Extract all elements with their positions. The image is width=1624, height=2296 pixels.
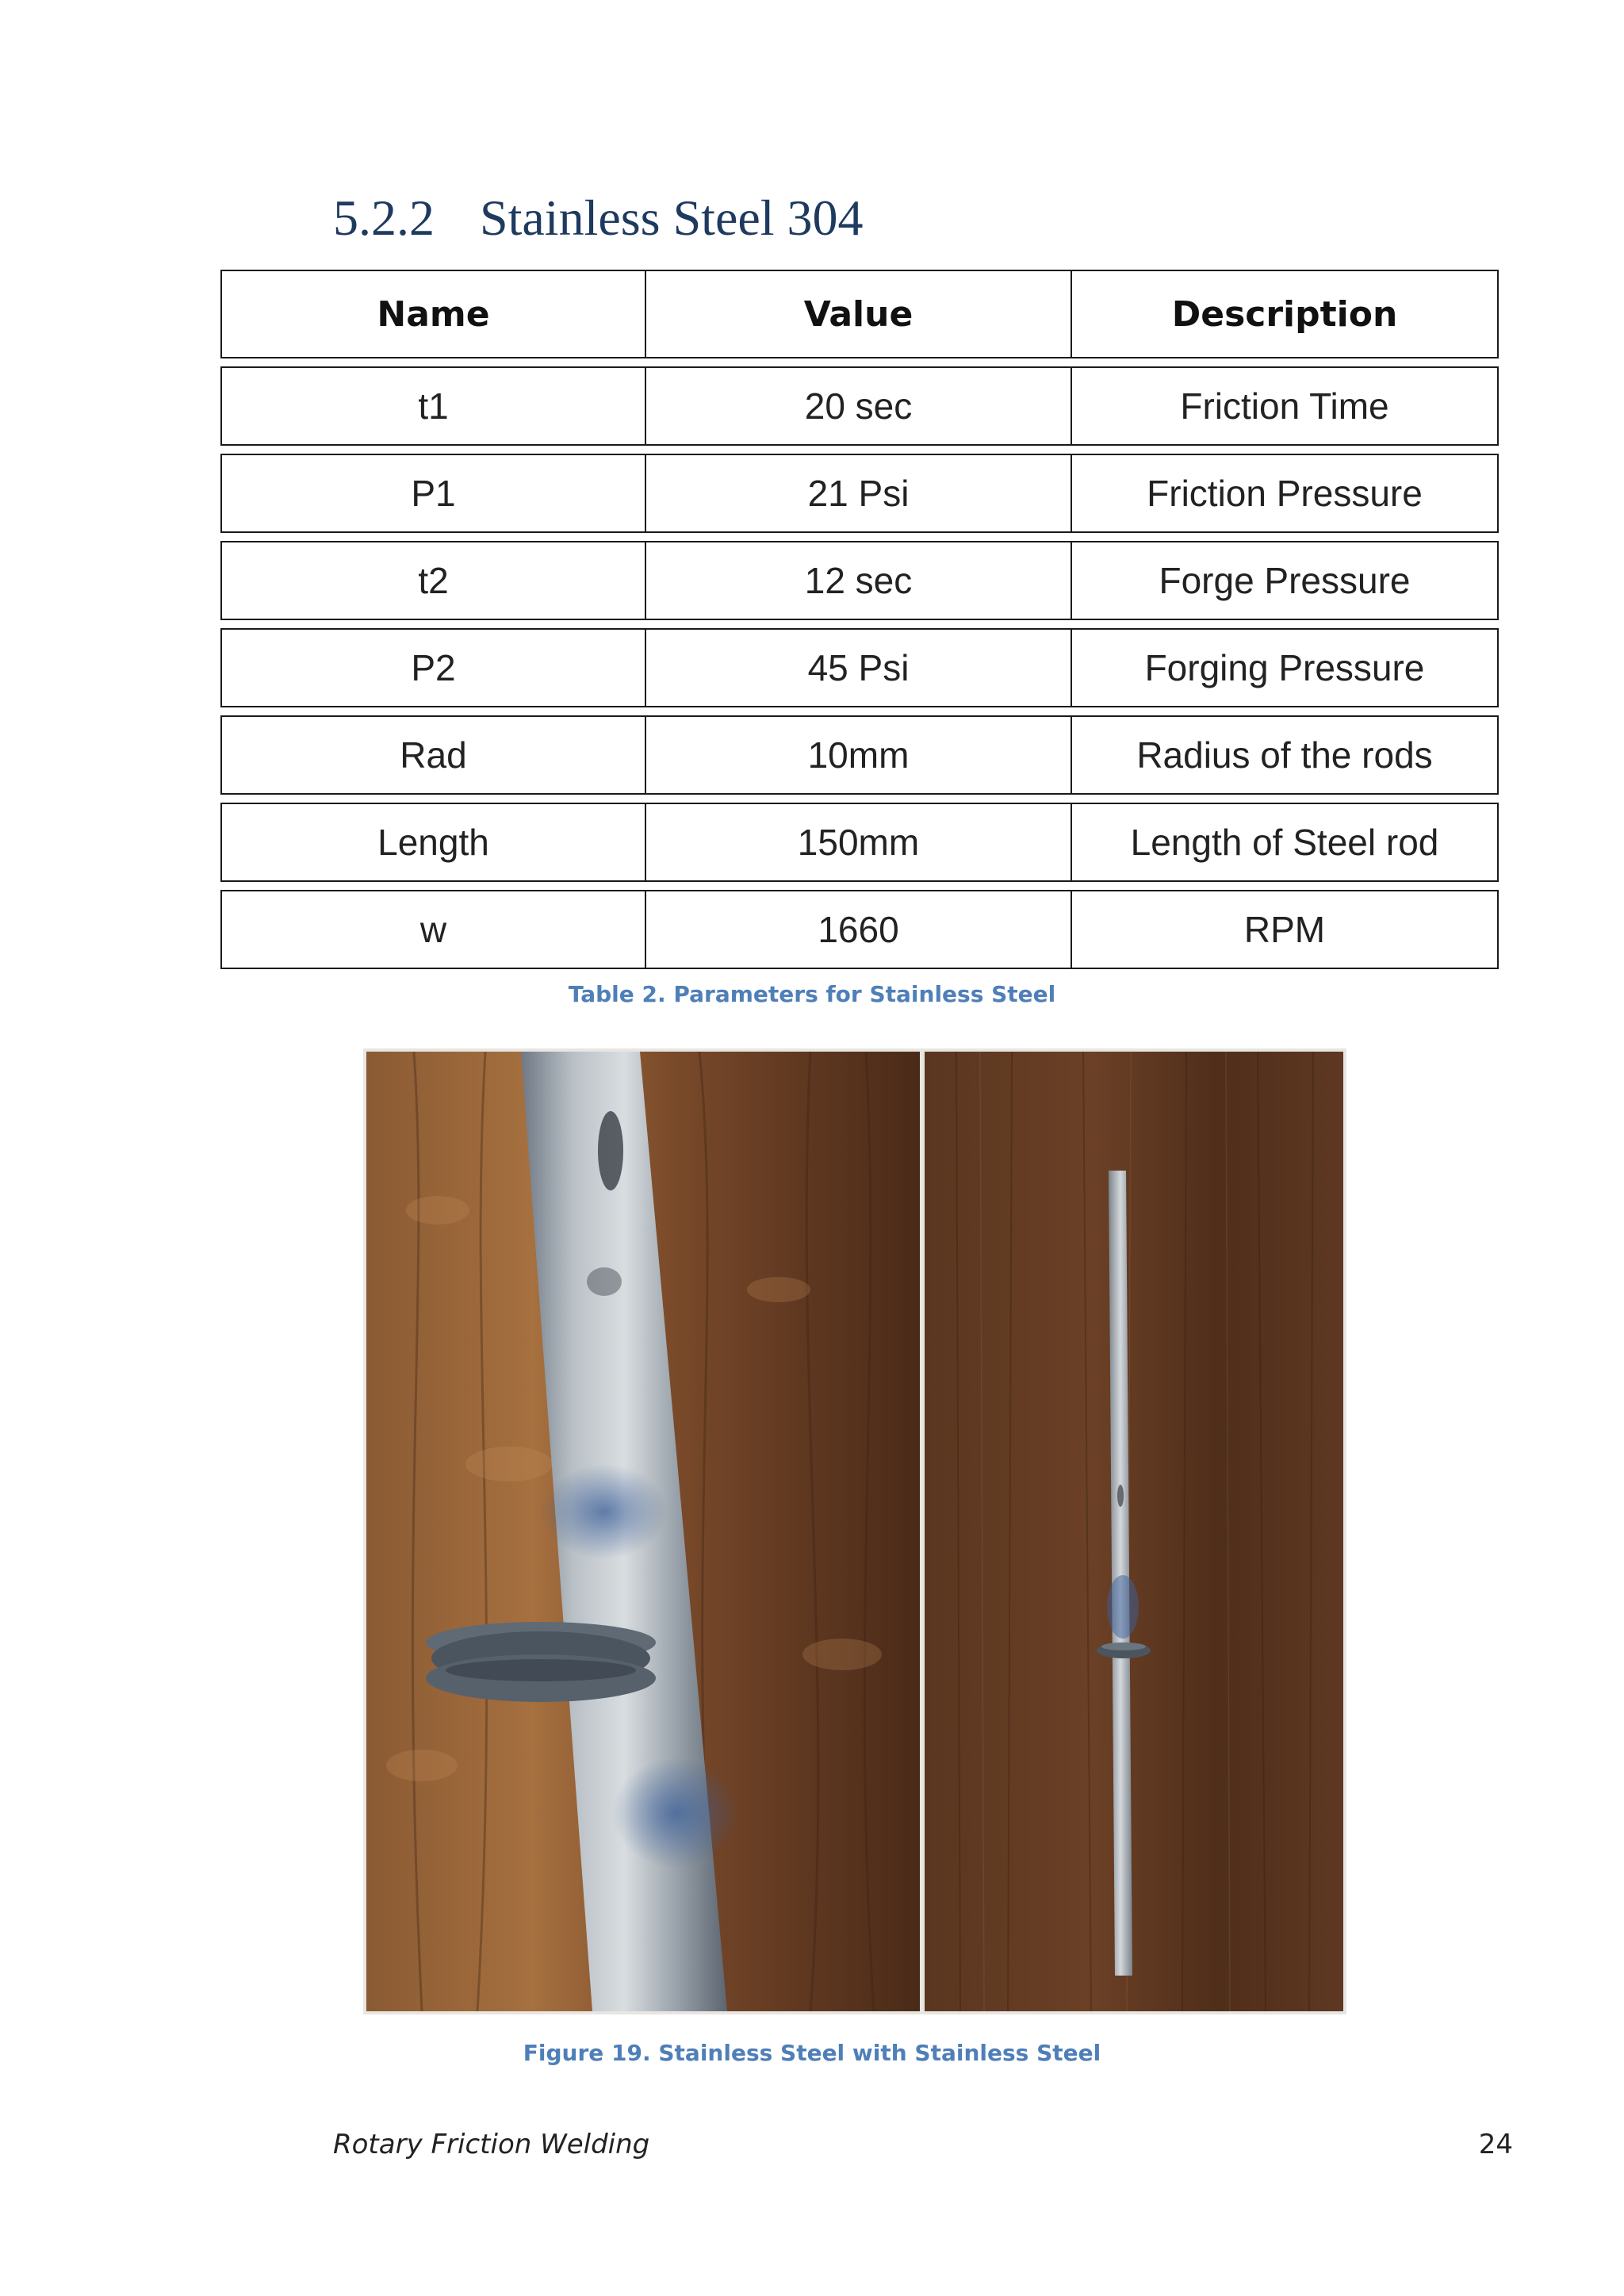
header-value: Value <box>646 270 1072 358</box>
cell-value: 150mm <box>646 803 1072 882</box>
section-heading <box>333 189 864 247</box>
page-number: 24 <box>1478 2129 1513 2160</box>
header-name: Name <box>220 270 646 358</box>
cell-name: w <box>220 890 646 969</box>
cell-value: 1660 <box>646 890 1072 969</box>
table-row <box>220 803 1499 882</box>
table-row <box>220 715 1499 795</box>
table-caption: Table 2. Parameters for Stainless Steel <box>568 981 1056 1007</box>
cell-description: RPM <box>1072 890 1499 969</box>
cell-description: Friction Pressure <box>1072 454 1499 533</box>
cell-value: 10mm <box>646 715 1072 795</box>
cell-name: t1 <box>220 366 646 446</box>
cell-description: Forging Pressure <box>1072 628 1499 707</box>
cell-value: 45 Psi <box>646 628 1072 707</box>
table-header-row <box>220 270 1499 358</box>
table-row <box>220 628 1499 707</box>
table-row <box>220 890 1499 969</box>
cell-name: P2 <box>220 628 646 707</box>
cell-value: 21 Psi <box>646 454 1072 533</box>
section-title: Stainless Steel 304 <box>480 190 864 246</box>
cell-value: 20 sec <box>646 366 1072 446</box>
footer-title: Rotary Friction Welding <box>333 2129 650 2160</box>
cell-description: Radius of the rods <box>1072 715 1499 795</box>
section-number: 5.2.2 <box>333 190 435 246</box>
table-row <box>220 366 1499 446</box>
cell-name: Length <box>220 803 646 882</box>
table-row <box>220 454 1499 533</box>
table-row <box>220 541 1499 620</box>
cell-name: P1 <box>220 454 646 533</box>
cell-value: 12 sec <box>646 541 1072 620</box>
cell-name: t2 <box>220 541 646 620</box>
cell-description: Length of Steel rod <box>1072 803 1499 882</box>
cell-description: Friction Time <box>1072 366 1499 446</box>
cell-description: Forge Pressure <box>1072 541 1499 620</box>
close-up-weld-photo <box>366 1052 920 2011</box>
header-description: Description <box>1072 270 1499 358</box>
figure-caption: Figure 19. Stainless Steel with Stainless Steel <box>523 2040 1101 2066</box>
full-rod-photo <box>925 1052 1343 2011</box>
figure-19 <box>363 1048 1346 2014</box>
cell-name: Rad <box>220 715 646 795</box>
